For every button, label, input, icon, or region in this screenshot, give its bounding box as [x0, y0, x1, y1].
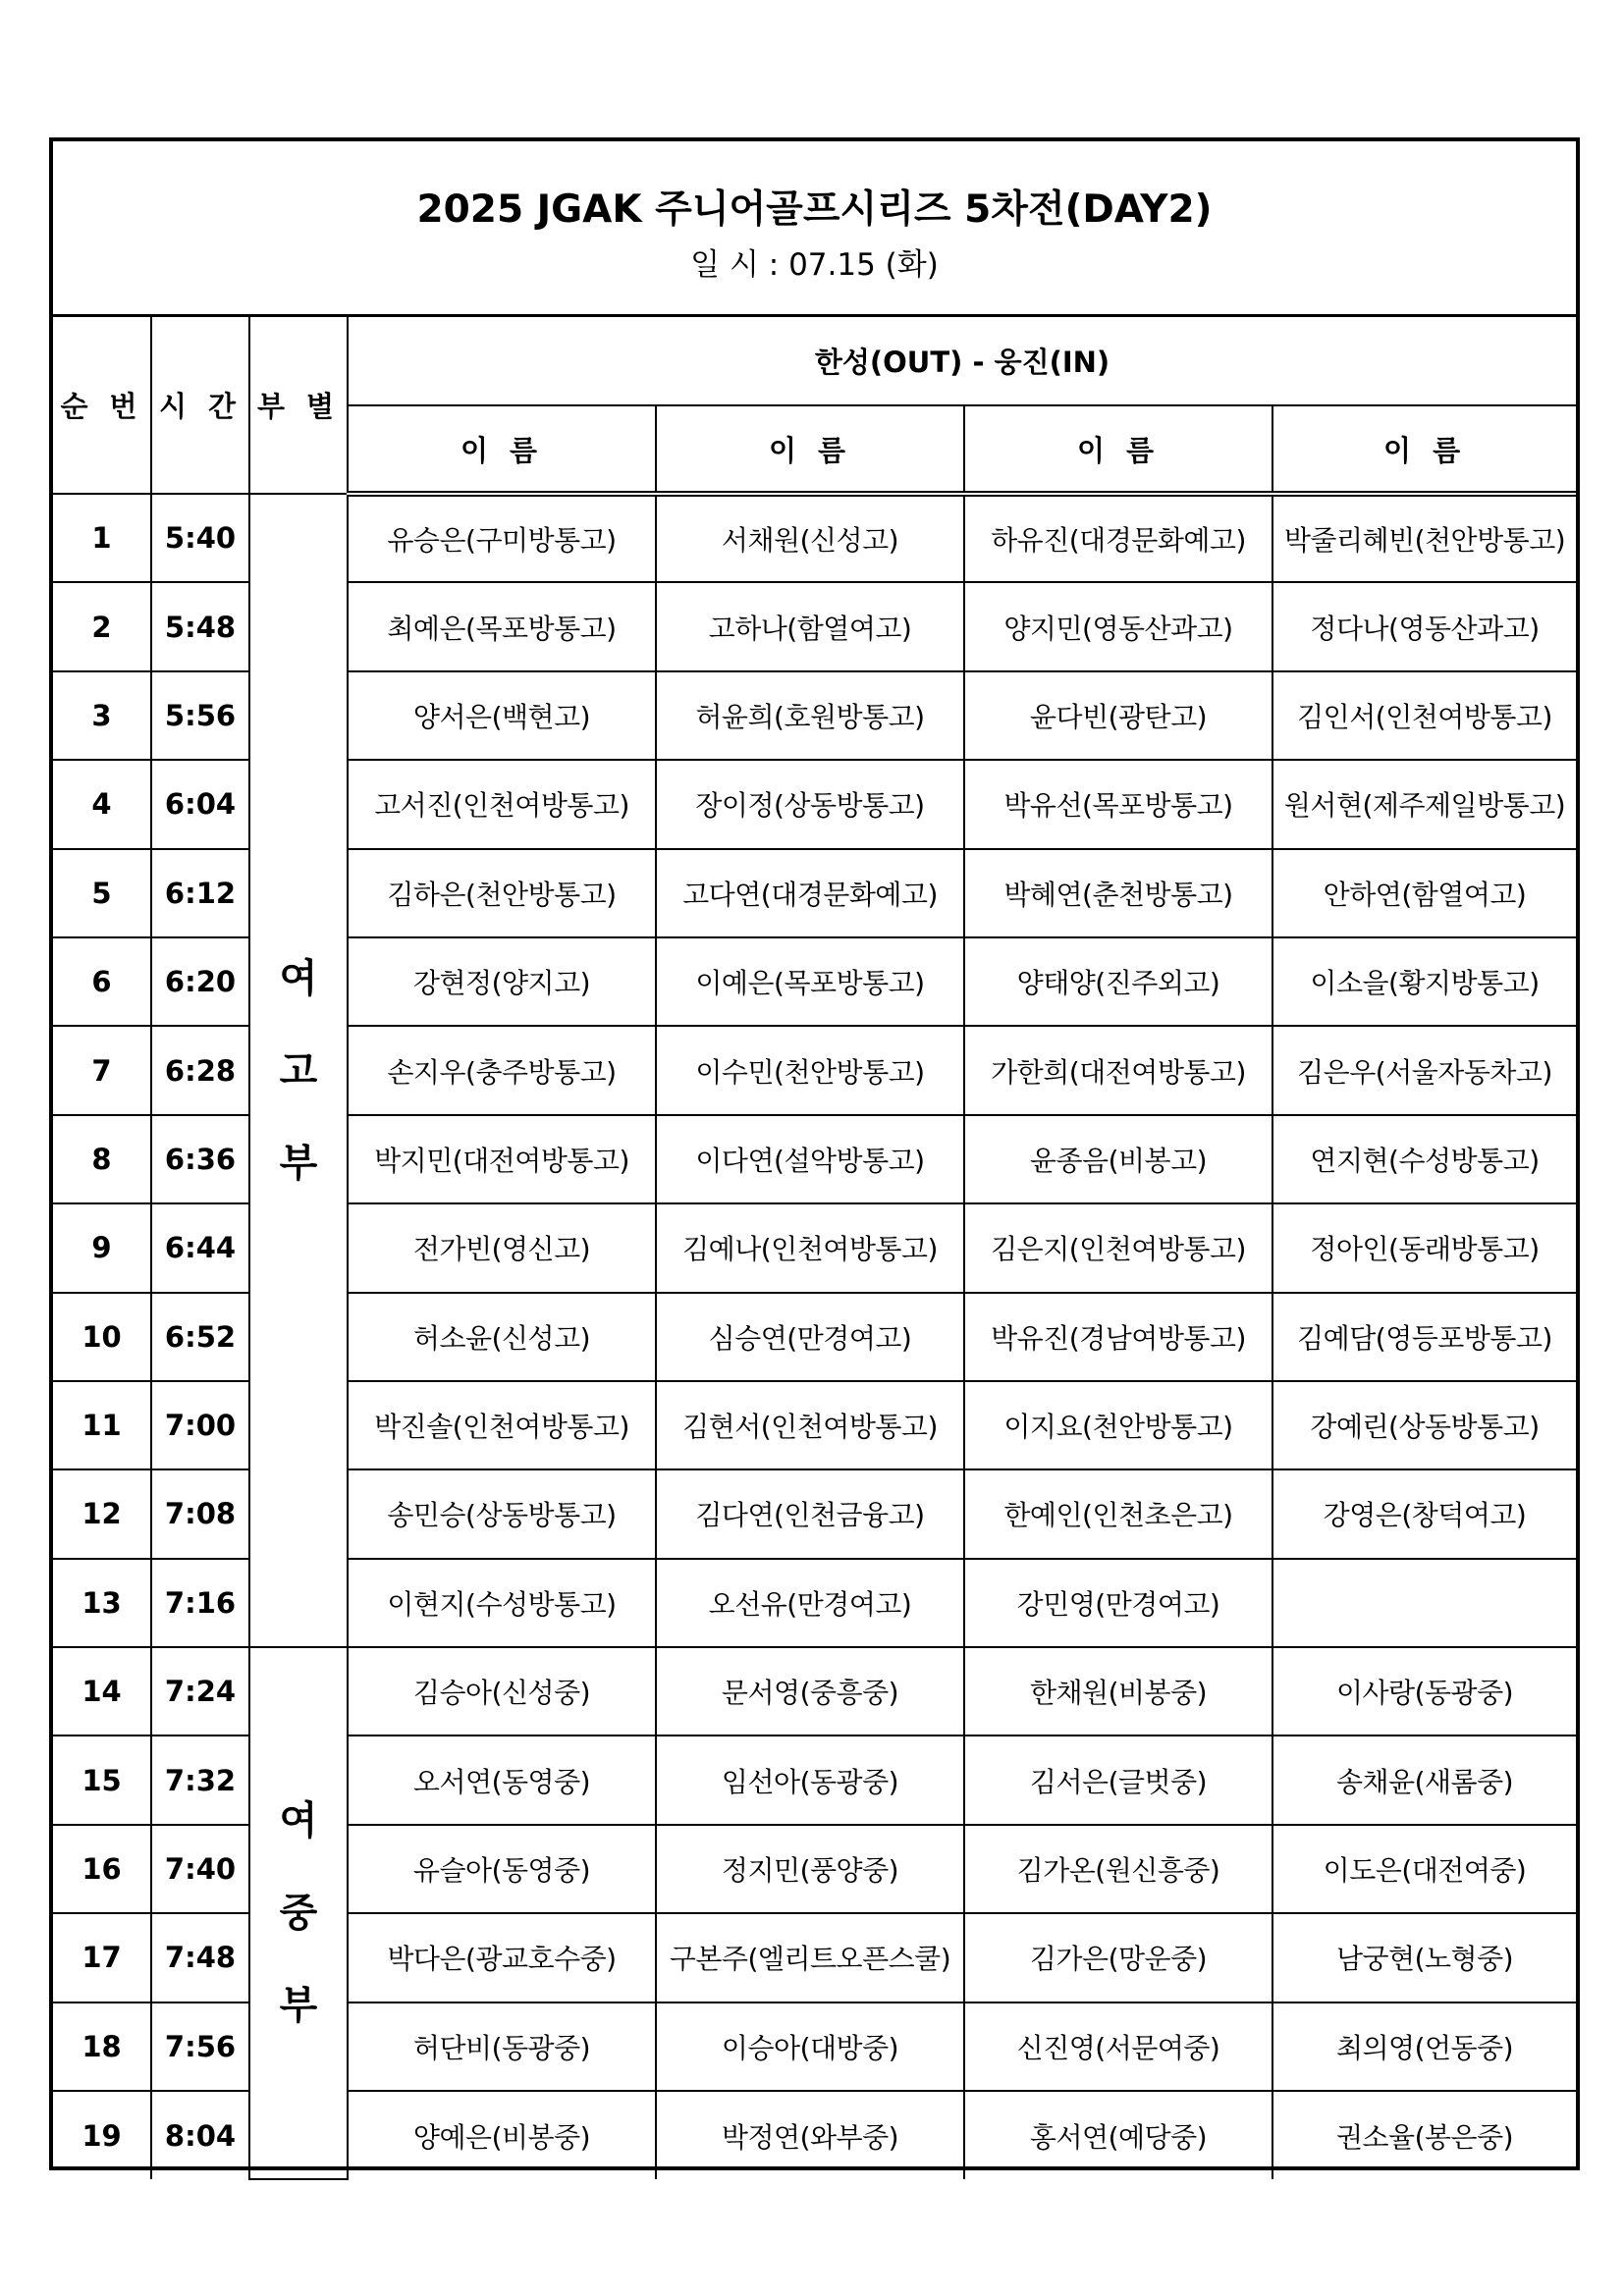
- tee-time: 6:04: [151, 760, 249, 848]
- order-number: 6: [53, 937, 151, 1026]
- tee-time: 5:40: [151, 494, 249, 582]
- order-number: 11: [53, 1381, 151, 1469]
- tee-time: 8:04: [151, 2091, 249, 2179]
- order-number: 13: [53, 1559, 151, 1647]
- player-name: 고서진(인천여방통고): [348, 760, 656, 848]
- player-name: 허소윤(신성고): [348, 1293, 656, 1381]
- player-name: 박진솔(인천여방통고): [348, 1381, 656, 1469]
- schedule-body: [53, 494, 1576, 2179]
- player-name: 하유진(대경문화예고): [964, 494, 1272, 582]
- division-char: 부: [279, 1983, 318, 2029]
- order-number: 12: [53, 1469, 151, 1558]
- order-number: 5: [53, 849, 151, 937]
- order-number: 1: [53, 494, 151, 582]
- tee-time-table: [53, 317, 1576, 2180]
- player-name: 홍서연(예당중): [964, 2091, 1272, 2179]
- division-char: 여: [279, 1798, 318, 1844]
- player-name: 김가온(원신흥중): [964, 1825, 1272, 1913]
- order-number: 4: [53, 760, 151, 848]
- player-name: 허윤희(호원방통고): [656, 671, 964, 760]
- player-name: 한채원(비봉중): [964, 1647, 1272, 1735]
- player-name: 전가빈(영신고): [348, 1203, 656, 1292]
- player-name: 오서연(동영중): [348, 1735, 656, 1824]
- player-name: 윤다빈(광탄고): [964, 671, 1272, 760]
- page-title: 2025 JGAK 주니어골프시리즈 5차전(DAY2): [416, 187, 1213, 232]
- order-number: 14: [53, 1647, 151, 1735]
- player-name: 고다연(대경문화예고): [656, 849, 964, 937]
- order-number: 18: [53, 2002, 151, 2091]
- player-name: 가한희(대전여방통고): [964, 1026, 1272, 1114]
- order-number: 17: [53, 1913, 151, 2002]
- player-name: 정다나(영동산과고): [1272, 582, 1576, 670]
- name-header: 이 름: [656, 405, 964, 494]
- player-name: 손지우(충주방통고): [348, 1026, 656, 1114]
- player-name: 김은우(서울자동차고): [1272, 1026, 1576, 1114]
- player-name: [1272, 1559, 1576, 1647]
- division-char: 고: [279, 1047, 318, 1094]
- name-header: 이 름: [1272, 405, 1576, 494]
- player-name: 이소을(황지방통고): [1272, 937, 1576, 1026]
- player-name: 한예인(인천초은고): [964, 1469, 1272, 1558]
- division-header: 부 별: [249, 317, 348, 494]
- tee-time: 6:36: [151, 1115, 249, 1203]
- tee-time: 6:44: [151, 1203, 249, 1292]
- tee-time: 7:00: [151, 1381, 249, 1469]
- player-name: 박유선(목포방통고): [964, 760, 1272, 848]
- order-number: 7: [53, 1026, 151, 1114]
- player-name: 강현정(양지고): [348, 937, 656, 1026]
- name-header: 이 름: [348, 405, 656, 494]
- order-number: 2: [53, 582, 151, 670]
- tee-time: 7:08: [151, 1469, 249, 1558]
- player-name: 김현서(인천여방통고): [656, 1381, 964, 1469]
- player-name: 송채윤(새롬중): [1272, 1735, 1576, 1824]
- tee-time: 5:56: [151, 671, 249, 760]
- player-name: 구본주(엘리트오픈스쿨): [656, 1913, 964, 2002]
- tee-time: 6:20: [151, 937, 249, 1026]
- player-name: 고하나(함열여고): [656, 582, 964, 670]
- player-name: 김서은(글벗중): [964, 1735, 1272, 1824]
- player-name: 양태양(진주외고): [964, 937, 1272, 1026]
- tee-time: 7:40: [151, 1825, 249, 1913]
- player-name: 최예은(목포방통고): [348, 582, 656, 670]
- player-name: 이다연(설악방통고): [656, 1115, 964, 1203]
- tee-time: 7:32: [151, 1735, 249, 1824]
- player-name: 이현지(수성방통고): [348, 1559, 656, 1647]
- date-line: 일 시 : 07.15 (화): [690, 247, 939, 283]
- player-name: 이사랑(동광중): [1272, 1647, 1576, 1735]
- player-name: 박유진(경남여방통고): [964, 1293, 1272, 1381]
- player-name: 김하은(천안방통고): [348, 849, 656, 937]
- division-cell: [249, 1647, 348, 2179]
- player-name: 정지민(풍양중): [656, 1825, 964, 1913]
- player-name: 강민영(만경여고): [964, 1559, 1272, 1647]
- player-name: 송민승(상동방통고): [348, 1469, 656, 1558]
- player-name: 윤종음(비봉고): [964, 1115, 1272, 1203]
- player-name: 이도은(대전여중): [1272, 1825, 1576, 1913]
- player-name: 김승아(신성중): [348, 1647, 656, 1735]
- tee-time: 6:12: [151, 849, 249, 937]
- title-block: [53, 141, 1576, 317]
- division-char: 중: [279, 1891, 318, 1937]
- tee-time: 6:52: [151, 1293, 249, 1381]
- player-name: 강예린(상동방통고): [1272, 1381, 1576, 1469]
- player-name: 양예은(비봉중): [348, 2091, 656, 2179]
- player-name: 유승은(구미방통고): [348, 494, 656, 582]
- player-name: 연지현(수성방통고): [1272, 1115, 1576, 1203]
- division-char: 여: [279, 955, 318, 1001]
- player-name: 최의영(언동중): [1272, 2002, 1576, 2091]
- player-name: 이예은(목포방통고): [656, 937, 964, 1026]
- order-number: 10: [53, 1293, 151, 1381]
- table-row: [53, 494, 1576, 582]
- player-name: 강영은(창덕여고): [1272, 1469, 1576, 1558]
- division-char: 부: [279, 1140, 318, 1186]
- table-row: [53, 1647, 1576, 1735]
- division-cell: [249, 494, 348, 1647]
- player-name: 장이정(상동방통고): [656, 760, 964, 848]
- player-name: 남궁현(노형중): [1272, 1913, 1576, 2002]
- player-name: 박다은(광교호수중): [348, 1913, 656, 2002]
- player-name: 김가은(망운중): [964, 1913, 1272, 2002]
- player-name: 서채원(신성고): [656, 494, 964, 582]
- player-name: 김다연(인천금융고): [656, 1469, 964, 1558]
- order-number: 9: [53, 1203, 151, 1292]
- order-number: 15: [53, 1735, 151, 1824]
- tee-time: 7:24: [151, 1647, 249, 1735]
- player-name: 원서현(제주제일방통고): [1272, 760, 1576, 848]
- player-name: 문서영(중흥중): [656, 1647, 964, 1735]
- player-name: 박정연(와부중): [656, 2091, 964, 2179]
- player-name: 유슬아(동영중): [348, 1825, 656, 1913]
- player-name: 양지민(영동산과고): [964, 582, 1272, 670]
- player-name: 오선유(만경여고): [656, 1559, 964, 1647]
- player-name: 허단비(동광중): [348, 2002, 656, 2091]
- player-name: 김예나(인천여방통고): [656, 1203, 964, 1292]
- player-name: 박줄리혜빈(천안방통고): [1272, 494, 1576, 582]
- tee-time: 7:16: [151, 1559, 249, 1647]
- order-number: 19: [53, 2091, 151, 2179]
- player-name: 박혜연(춘천방통고): [964, 849, 1272, 937]
- player-name: 이지요(천안방통고): [964, 1381, 1272, 1469]
- player-name: 김인서(인천여방통고): [1272, 671, 1576, 760]
- course-header: 한성(OUT) - 웅진(IN): [348, 317, 1576, 405]
- player-name: 이수민(천안방통고): [656, 1026, 964, 1114]
- tee-time: 7:48: [151, 1913, 249, 2002]
- player-name: 김예담(영등포방통고): [1272, 1293, 1576, 1381]
- tee-time: 5:48: [151, 582, 249, 670]
- tee-time: 6:28: [151, 1026, 249, 1114]
- tee-time-sheet: [49, 137, 1580, 2170]
- player-name: 안하연(함열여고): [1272, 849, 1576, 937]
- order-number: 16: [53, 1825, 151, 1913]
- player-name: 이승아(대방중): [656, 2002, 964, 2091]
- player-name: 신진영(서문여중): [964, 2002, 1272, 2091]
- order-number: 8: [53, 1115, 151, 1203]
- player-name: 임선아(동광중): [656, 1735, 964, 1824]
- player-name: 권소율(봉은중): [1272, 2091, 1576, 2179]
- order-header: 순 번: [53, 317, 151, 494]
- player-name: 양서은(백현고): [348, 671, 656, 760]
- tee-time: 7:56: [151, 2002, 249, 2091]
- player-name: 정아인(동래방통고): [1272, 1203, 1576, 1292]
- header-row: [53, 317, 1576, 405]
- time-header: 시 간: [151, 317, 249, 494]
- player-name: 김은지(인천여방통고): [964, 1203, 1272, 1292]
- name-header: 이 름: [964, 405, 1272, 494]
- order-number: 3: [53, 671, 151, 760]
- player-name: 심승연(만경여고): [656, 1293, 964, 1381]
- player-name: 박지민(대전여방통고): [348, 1115, 656, 1203]
